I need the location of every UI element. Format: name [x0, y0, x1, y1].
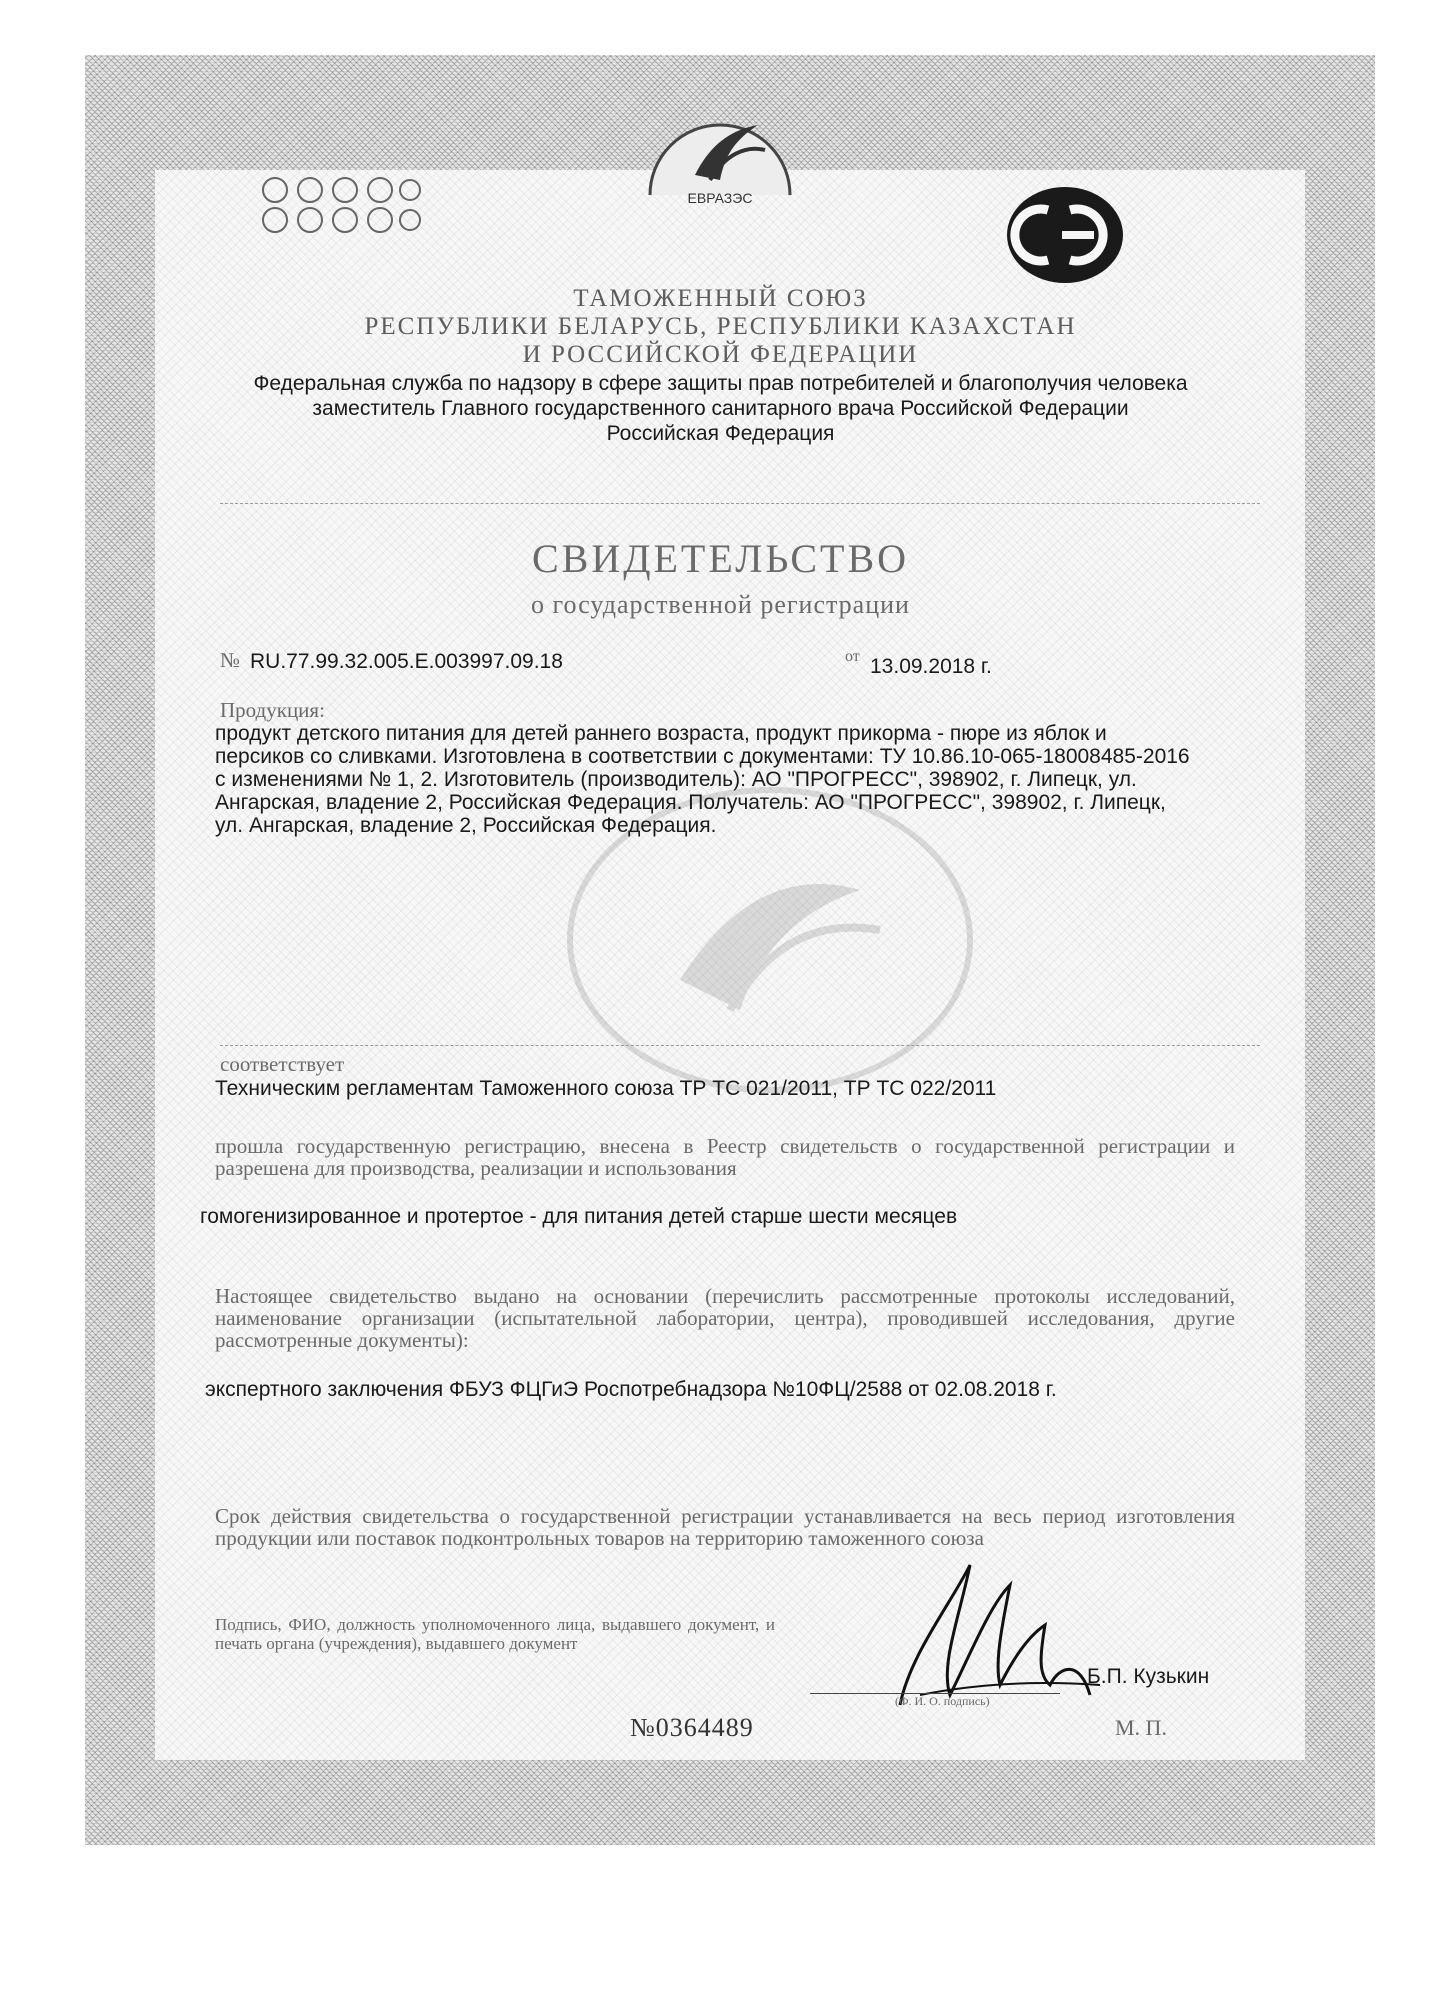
basis-text: Настоящее свидетельство выдано на основании (перечислить рассмотренные протоколы исследований, наименование организации (испытательной лаборатории, центра), проводившей исследования, другие рассмотренные документы): — [215, 1284, 1235, 1352]
document-subtitle: о государственной регистрации — [531, 590, 910, 619]
fine-print-divider — [220, 503, 1260, 504]
agency-line-3: Российская Федерация — [606, 422, 835, 445]
svg-text:СЭ: СЭ — [1064, 287, 1066, 288]
validity-text: Срок действия свидетельства о государственной регистрации устанавливается на весь период изготовления продукции или поставок подконтрольных товаров на территорию таможенного союза — [215, 1504, 1235, 1550]
signatory-name: Б.П. Кузькин — [1087, 1665, 1210, 1688]
union-title-line-3: И РОССИЙСКОЙ ФЕДЕРАЦИИ — [522, 341, 919, 368]
agency-line-2: заместитель Главного государственного санитарного врача Российской Федерации — [312, 397, 1129, 420]
registration-number: RU.77.99.32.005.Е.003997.09.18 — [250, 650, 563, 673]
eurasec-emblem-icon — [640, 95, 800, 215]
seal-place-mark: М. П. — [1115, 1715, 1167, 1740]
conformity-value: Техническим регламентам Таможенного союза ТР ТС 021/2011, ТР ТС 022/2011 — [215, 1077, 997, 1100]
agency-line-1: Федеральная служба по надзору в сфере защиты прав потребителей и благополучия человека — [253, 372, 1188, 395]
product-line-1: продукт детского питания для детей раннего возраста, продукт прикорма - пюре из яблок и — [215, 722, 1107, 745]
registration-date: 13.09.2018 г. — [870, 655, 992, 678]
fio-caption: (Ф. И. О. подпись) — [895, 1694, 990, 1708]
document-title: СВИДЕТЕЛЬСТВО — [531, 536, 910, 581]
registration-note-text: прошла государственную регистрацию, внесена в Реестр свидетельств о государственной регистрации и разрешена для производства, реализации и использования — [215, 1134, 1235, 1180]
union-title-line-1: ТАМОЖЕННЫЙ СОЮЗ — [573, 285, 868, 312]
fine-print-divider — [220, 1045, 1260, 1046]
product-line-5: ул. Ангарская, владение 2, Российская Федерация. — [215, 814, 717, 837]
signature-caption: Подпись, ФИО, должность уполномоченного лица, выдавшего документ, и печать органа (учреждения), выдавшего документ — [215, 1615, 775, 1653]
union-title-line-2: РЕСПУБЛИКИ БЕЛАРУСЬ, РЕСПУБЛИКИ КАЗАХСТАН — [364, 313, 1077, 340]
product-line-4: Ангарская, владение 2, Российская Федерация. Получатель: АО "ПРОГРЕСС", 398902, г. Липецк, — [215, 791, 1166, 814]
conformity-label: соответствует — [220, 1052, 345, 1076]
handwritten-signature-icon — [880, 1545, 1110, 1715]
product-label: Продукция: — [220, 698, 325, 722]
certification-mark-icon — [1000, 180, 1130, 290]
registration-number-label: № — [220, 648, 241, 672]
basis-value: экспертного заключения ФБУЗ ФЦГиЭ Роспотребнадзора №10ФЦ/2588 от 02.08.2018 г. — [205, 1378, 1057, 1401]
product-line-2: персиков со сливками. Изготовлена в соответствии с документами: ТУ 10.86.10-065-18008485-2016 — [215, 745, 1190, 768]
security-pattern-icon — [255, 170, 425, 240]
product-line-3: с изменениями № 1, 2. Изготовитель (производитель): АО "ПРОГРЕСС", 398902, г. Липецк, ул. — [215, 768, 1137, 791]
registration-note-value: гомогенизированное и протертое - для питания детей старше шести месяцев — [200, 1205, 958, 1228]
form-number: №0364489 — [630, 1713, 754, 1742]
registration-date-label: от — [845, 648, 860, 665]
product-description — [215, 722, 1235, 837]
svg-text:ЕВРАЗЭС: ЕВРАЗЭС — [687, 190, 753, 206]
